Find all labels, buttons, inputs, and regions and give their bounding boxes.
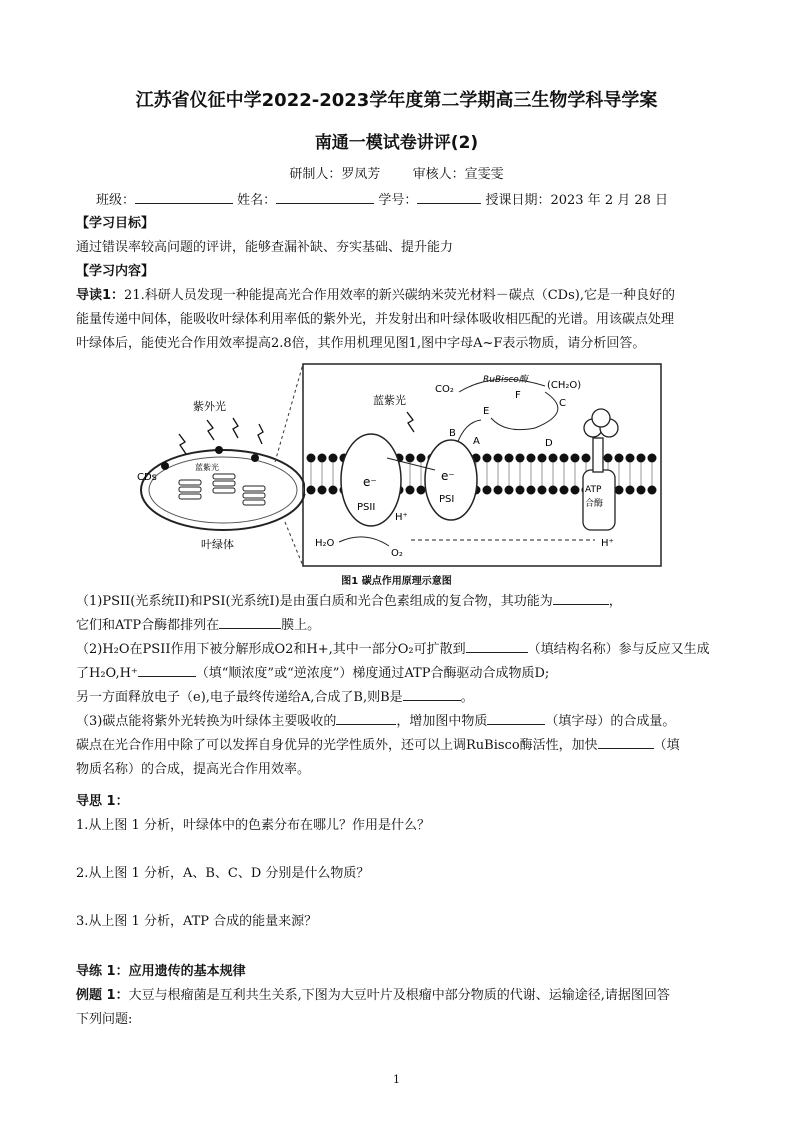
practice-section — [76, 960, 726, 1032]
lipid-head — [538, 486, 547, 495]
lipid-head — [505, 454, 514, 463]
class-label: 班级： — [96, 193, 136, 208]
lipid-head — [406, 454, 415, 463]
lipid-head — [307, 454, 316, 463]
student-info-line — [96, 189, 668, 208]
document-title: 江苏省仪征中学2022-2023学年度第二学期高三生物学科导学案 — [135, 90, 658, 111]
q2-answer-blank-1[interactable] — [466, 640, 528, 653]
blue-light-label: 蓝紫光 — [373, 394, 406, 407]
question-3-line-1: （3)碳点能将紫外光转换为叶绿体主要吸收的 ，增加图中物质 （填字母）的合成量。 — [76, 714, 676, 729]
goal-text: 通过错误率较高问题的评讲，能够查漏补缺、夯实基础、提升能力 — [76, 240, 454, 255]
lipid-head — [318, 486, 327, 495]
question-2-line-1: （2)H₂O在PSII作用下被分解形成O2和H+,其中一部分O₂可扩散到 （填结构名称）参与反应又生成 — [76, 642, 710, 657]
lipid-head — [516, 454, 525, 463]
q3-answer-blank-2[interactable] — [487, 712, 545, 725]
label-b: B — [449, 428, 456, 439]
lipid-head — [648, 486, 657, 495]
guide-label: 导读1： — [76, 288, 125, 303]
electron-psi: e⁻ — [441, 469, 455, 483]
q3-answer-blank-3[interactable] — [598, 736, 654, 749]
chloroplast-inner-membrane — [149, 457, 297, 523]
co2-label: CO₂ — [435, 384, 454, 395]
blue-light-arrow — [407, 412, 414, 432]
lipid-head — [626, 486, 635, 495]
psi-label: PSI — [439, 494, 455, 505]
label-c: C — [559, 398, 566, 409]
lipid-head — [417, 454, 426, 463]
lipid-head — [307, 486, 316, 495]
reviewer: 审核人：宣雯雯 — [412, 167, 504, 182]
psii-label: PSII — [357, 502, 376, 513]
o2-label: O₂ — [391, 548, 403, 559]
question-2-line-2: 了H₂O,H⁺ （填“顺浓度”或“逆浓度”）梯度通过ATP合酶驱动合成物质D; — [76, 666, 550, 681]
chloroplast-label: 叶绿体 — [201, 538, 234, 551]
inner-blue-label: 蓝紫光 — [195, 463, 219, 472]
lipid-head — [571, 486, 580, 495]
lipid-head — [483, 486, 492, 495]
guide-line-2: 能量传递中间体，能吸收叶绿体利用率低的紫外光，并发射出和叶绿体吸收相匹配的光谱。用该碳点处理 — [76, 312, 675, 327]
zoom-line-top — [275, 364, 303, 462]
id-label: 学号： — [378, 193, 418, 208]
grana-stacks — [179, 474, 265, 505]
question-2-line-3: 另一方面释放电子（e),电子最终传递给A,合成了B,则B是 。 — [76, 690, 474, 705]
figure-caption: 图1 碳点作用原理示意图 — [341, 576, 452, 587]
cds-label: CDs — [137, 472, 157, 483]
calvin-cycle-arc — [491, 392, 558, 430]
water-split-arrow — [339, 537, 389, 546]
lipid-head — [318, 454, 327, 463]
question-1-line-1: （1)PSII(光系统II)和PSI(光系统I)是由蛋白质和光合色素组成的复合物，其功能为 ， — [76, 594, 622, 609]
chloroplast-outline — [141, 450, 305, 530]
lipid-head — [637, 486, 646, 495]
lipid-head — [582, 454, 591, 463]
lipid-head — [648, 454, 657, 463]
reflection-question-1: 1.从上图 1 分析，叶绿体中的色素分布在哪儿？作用是什么？ — [76, 818, 430, 833]
page-number: 1 — [393, 1073, 400, 1086]
date-label: 授课日期：2023 年 2 月 28 日 — [485, 193, 669, 208]
lipid-head — [560, 486, 569, 495]
atp-label: ATP — [585, 485, 602, 495]
question-1-line-2: 它们和ATP合酶都排列在 膜上。 — [76, 618, 321, 633]
lipid-head — [527, 454, 536, 463]
lipid-head — [549, 486, 558, 495]
class-field[interactable] — [135, 191, 233, 204]
document-subtitle: 南通一模试卷讲评(2) — [314, 133, 479, 153]
figure-1-diagram — [135, 362, 665, 572]
lipid-head — [483, 454, 492, 463]
content-heading: 【学习内容】 — [76, 264, 155, 279]
atp-synthase-label: 合酶 — [585, 499, 604, 509]
ch2o-label: (CH₂O) — [547, 380, 582, 391]
practice-heading: 导练 1：应用遗传的基本规律 — [76, 964, 246, 979]
label-a: A — [473, 436, 480, 447]
hplus-left: H⁺ — [395, 512, 408, 523]
id-field[interactable] — [417, 191, 481, 204]
h2o-label: H₂O — [315, 538, 335, 549]
lipid-head — [626, 454, 635, 463]
q3-answer-blank-1[interactable] — [336, 712, 396, 725]
lipid-head — [538, 454, 547, 463]
lipid-head — [604, 454, 613, 463]
lipid-head — [527, 486, 536, 495]
question-3-line-3: 物质名称）的合成，提高光合作用效率。 — [76, 762, 311, 777]
authors-line — [0, 163, 793, 182]
example-1-line-2: 下列问题: — [76, 1012, 133, 1027]
lipid-head — [406, 486, 415, 495]
q1-answer-blank-2[interactable] — [219, 616, 281, 629]
example-1-line-1: 例题 1：大豆与根瘤菌是互利共生关系,下图为大豆叶片及根瘤中部分物质的代谢、运输途径,请据图回答 — [76, 988, 670, 1003]
reflection-question-3: 3.从上图 1 分析，ATP 合成的能量来源？ — [76, 914, 318, 929]
guide-intro: 导读1：21.科研人员发现一种能提高光合作用效率的新兴碳纳米荧光材料－碳点（CDs),它是一种良好的 — [76, 288, 675, 303]
example-label: 例题 1： — [76, 988, 129, 1003]
lipid-head — [329, 486, 338, 495]
lipid-head — [417, 486, 426, 495]
lipid-head — [549, 454, 558, 463]
q2-answer-blank-3[interactable] — [403, 688, 461, 701]
label-e: E — [483, 406, 490, 417]
lipid-head — [494, 486, 503, 495]
reflection-heading: 导思 1： — [76, 794, 129, 809]
uv-label: 紫外光 — [193, 400, 226, 413]
learning-goal-section — [76, 212, 726, 356]
rubisco-label: RuBisco酶 — [483, 375, 528, 385]
guide-line-3: 叶绿体后，能使光合作用效率提高2.8倍，其作用机理见图1,图中字母A~F表示物质，请分析回答。 — [76, 336, 646, 351]
zoom-line-bottom — [285, 522, 303, 566]
researcher: 研制人：罗凤芳 — [289, 167, 381, 182]
question-3-line-2: 碳点在光合作用中除了可以发挥自身优异的光学性质外，还可以上调RuBisco酶活性，加快 （填 — [76, 738, 680, 753]
name-label: 姓名： — [237, 193, 277, 208]
lipid-head — [516, 486, 525, 495]
electron-psii: e⁻ — [363, 475, 377, 489]
lipid-head — [637, 454, 646, 463]
q2-answer-blank-2[interactable] — [138, 664, 196, 677]
label-f: F — [515, 390, 521, 401]
lipid-head — [494, 454, 503, 463]
lipid-head — [505, 486, 514, 495]
goal-heading: 【学习目标】 — [76, 216, 155, 231]
lipid-head — [571, 454, 580, 463]
reflection-section — [76, 790, 726, 838]
label-d: D — [545, 438, 553, 449]
questions-section — [76, 590, 726, 782]
lipid-head — [615, 486, 624, 495]
hplus-right: H⁺ — [601, 538, 614, 549]
q1-answer-blank-1[interactable] — [553, 592, 609, 605]
lipid-head — [329, 454, 338, 463]
lipid-head — [615, 454, 624, 463]
lipid-head — [560, 454, 569, 463]
name-field[interactable] — [276, 191, 374, 204]
reflection-question-2: 2.从上图 1 分析，A、B、C、D 分别是什么物质？ — [76, 866, 370, 881]
